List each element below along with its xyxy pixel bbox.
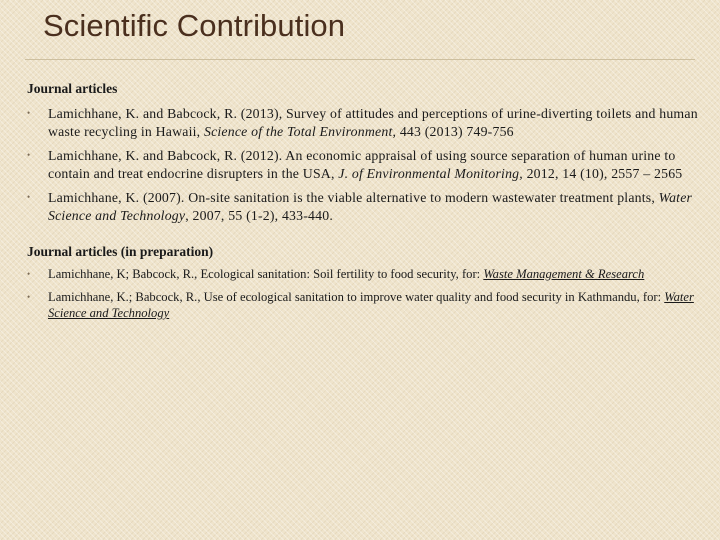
list-item <box>27 105 699 140</box>
citation-details: , 2012, 14 (10), 2557 – 2565 <box>519 165 683 181</box>
venue-name: Water Science and Technology <box>48 289 694 320</box>
citation-text: Lamichhane, K; Babcock, R., Ecological sanitation: Soil fertility to food security, for: <box>48 267 484 281</box>
venue-name: Waste Management & Research <box>483 267 645 281</box>
list-item <box>27 266 699 283</box>
in-preparation-section <box>27 244 699 322</box>
journal-name: Science of the Total Environment <box>203 123 393 139</box>
slide-title: Scientific Contribution <box>43 8 346 43</box>
citation-details: , 443 (2013) 749-756 <box>392 123 514 139</box>
journal-articles-list <box>27 105 699 224</box>
list-item <box>27 289 699 322</box>
bullet-icon: • <box>27 108 31 118</box>
in-preparation-list <box>27 266 699 322</box>
bullet-icon: • <box>27 291 31 302</box>
section-heading: Journal articles (in preparation) <box>27 244 214 259</box>
title-divider <box>25 59 695 60</box>
journal-articles-section <box>27 81 699 224</box>
journal-name: J. of Environmental Monitoring <box>338 165 520 181</box>
bullet-icon: • <box>27 269 31 279</box>
citation-text: Lamichhane, K. and Babcock, R. (2013), Survey of attitudes and perceptions of urine-diverting toilets and human waste recycling in Hawaii, <box>48 106 698 139</box>
citation-details: , 2007, 55 (1-2), 433-440. <box>185 207 333 223</box>
list-item <box>27 147 699 182</box>
journal-name: Water Science and Technology <box>48 190 693 223</box>
section-heading: Journal articles <box>27 81 118 96</box>
bullet-icon: • <box>27 192 31 202</box>
citation-text: Lamichhane, K. (2007). On-site sanitation is the viable alternative to modern wastewater treatment plants, <box>48 190 659 205</box>
citation-text: Lamichhane, K. and Babcock, R. (2012). An economic appraisal of using source separation of human urine to contain and treat endocrine disrupters in the USA, <box>48 148 676 181</box>
list-item <box>27 189 699 224</box>
citation-text: Lamichhane, K.; Babcock, R., Use of ecological sanitation to improve water quality and food security in Kathmandu, for: <box>48 289 665 304</box>
bullet-icon: • <box>27 150 31 160</box>
slide-content <box>27 81 699 322</box>
